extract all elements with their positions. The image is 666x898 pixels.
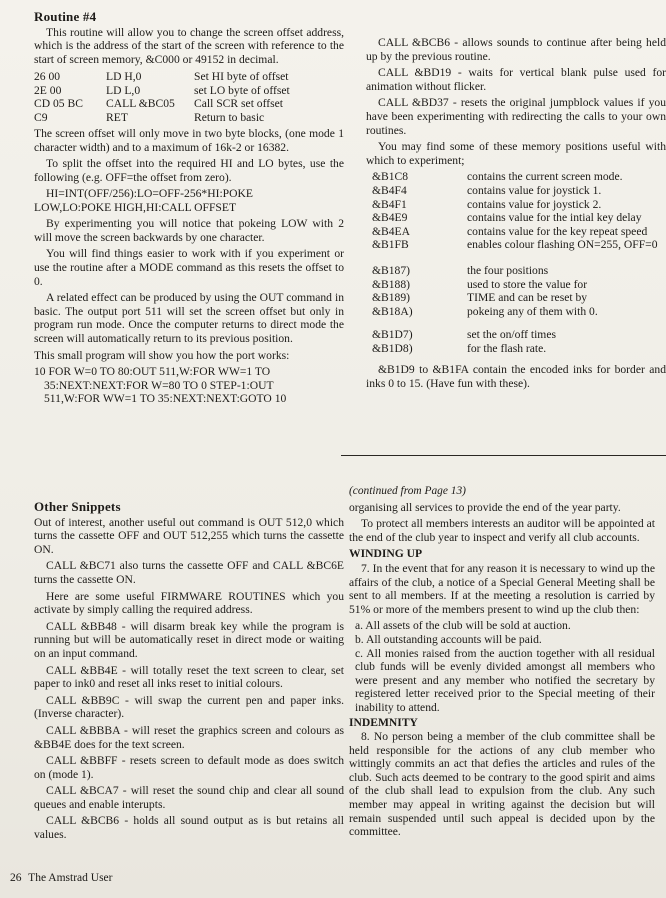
other-snippets-section xyxy=(34,500,344,845)
experiment-paragraph: By experimenting you will notice that pokeing LOW with 2 will move the screen backwards by one character. xyxy=(34,217,344,244)
small-program-paragraph: This small program will show you how the port works: xyxy=(34,348,290,362)
code-asm: RET xyxy=(106,110,128,124)
code-line xyxy=(34,111,300,124)
memory-row xyxy=(366,278,598,292)
page-number: 26 xyxy=(10,872,22,884)
snippet-paragraph: CALL &BB48 - will disarm break key while the program is running but will be automatically reset in direct mode or waiting on an input command. xyxy=(34,619,344,660)
firmware-continued-section xyxy=(366,36,666,394)
code-hex: 2E 00 xyxy=(34,83,62,97)
memory-description: contains value for joystick 1. xyxy=(467,183,602,197)
assembly-listing xyxy=(34,70,300,124)
offset-move-paragraph: The screen offset will only move in two byte blocks, (one mode 1 character width) and to a maximum of 16k-2 or 16382. xyxy=(34,127,344,154)
ink-encoding-paragraph: &B1D9 to &B1FA contain the encoded inks for border and inks 0 to 15. (Have fun with these). xyxy=(366,363,666,391)
basic-split-listing xyxy=(34,187,344,214)
memory-address: &B1FB xyxy=(372,238,409,252)
memory-table-main xyxy=(366,170,658,252)
firmware-paragraph: CALL &BD19 - waits for vertical blank pulse used for animation without flicker. xyxy=(366,66,666,93)
memory-row xyxy=(366,225,658,239)
memory-address: &B4EA xyxy=(372,224,411,238)
code-asm: CALL &BC05 xyxy=(106,97,175,111)
memory-description: used to store the value for xyxy=(467,277,588,291)
memory-description: pokeing any of them with 0. xyxy=(467,304,598,318)
winding-up-item: b. All outstanding accounts will be paid. xyxy=(355,632,542,646)
memory-address: &B4F1 xyxy=(372,197,407,211)
code-line xyxy=(34,97,300,110)
memory-address: &B4F4 xyxy=(372,183,407,197)
memory-address: &B188) xyxy=(372,277,411,291)
snippet-paragraph: Here are some useful FIRMWARE ROUTINES which you activate by simply calling the required address. xyxy=(34,589,344,617)
memory-description: the four positions xyxy=(467,263,549,277)
memory-description: contains the current screen mode. xyxy=(467,170,623,184)
memory-row xyxy=(366,342,556,356)
basic-line: 35:NEXT:NEXT:FOR W=80 TO 0 STEP-1:OUT xyxy=(44,378,274,392)
snippet-paragraph: Out of interest, another useful out command is OUT 512,0 which turns the cassette OFF and OUT 512,255 which turns the cassette ON. xyxy=(34,515,344,556)
routine-intro: This routine will allow you to change the screen offset address, which is the address of the start of the screen with reference to the start of screen memory, &C000 or 49152 in decimal. xyxy=(34,25,344,66)
indemnity-paragraph: 8. No person being a member of the club committee shall be held responsible for the actions of any club member who wittingly commits an act that defies the articles and rules of the club. Such acts deemed to be contrary to the good spirit and aims of the club shall lead to expulsion from the club. Any such member may appeal in writing against the decision but will remain suspended until such appeal is decided upon by the committee. xyxy=(349,730,655,839)
code-asm: LD L,0 xyxy=(106,83,141,97)
memory-address: &B1C8 xyxy=(372,170,409,184)
memory-row xyxy=(366,238,658,252)
memory-description: TIME and can be reset by xyxy=(467,291,588,305)
routine-4-heading: Routine #4 xyxy=(34,9,97,24)
other-snippets-heading: Other Snippets xyxy=(34,499,121,514)
basic-line: 511,W:FOR WW=1 TO 35:NEXT:NEXT:GOTO 10 xyxy=(44,391,287,405)
firmware-paragraph: You may find some of these memory positions useful with which to experiment; xyxy=(366,140,666,167)
code-comment: Call SCR set offset xyxy=(194,97,283,111)
firmware-paragraph: CALL &BCB6 - allows sounds to continue after being held up by the previous routine. xyxy=(366,36,666,63)
code-comment: set LO byte of offset xyxy=(194,83,290,97)
snippet-paragraph: CALL &BCB6 - holds all sound output as is but retains all values. xyxy=(34,814,344,842)
split-paragraph: To split the offset into the required HI and LO bytes, use the following (e.g. OFF=the offset from zero). xyxy=(34,157,344,184)
memory-row xyxy=(366,211,658,225)
protect-paragraph: To protect all members interests an auditor will be appointed at the end of the club year to inspect and verify all club accounts. xyxy=(349,517,655,544)
basic-line: HI=INT(OFF/256):LO=OFF-256*HI:POKE xyxy=(46,187,253,201)
memory-address: &B187) xyxy=(372,263,411,277)
code-comment: Return to basic xyxy=(194,110,265,124)
code-line xyxy=(34,70,300,83)
routine-4-section xyxy=(34,10,344,408)
column-divider-rule xyxy=(341,455,666,456)
indemnity-heading: INDEMNITY xyxy=(349,715,418,729)
memory-row xyxy=(366,198,658,212)
continued-from-label: (continued from Page 13) xyxy=(349,485,466,497)
code-hex: C9 xyxy=(34,110,48,124)
memory-description: set the on/off times xyxy=(467,328,556,342)
basic-line: 10 FOR W=0 TO 80:OUT 511,W:FOR WW=1 TO xyxy=(34,365,271,379)
code-comment: Set HI byte of offset xyxy=(194,70,289,84)
firmware-paragraph: CALL &BD37 - resets the original jumpblock values if you have been experimenting with redirecting the calls to your own routines. xyxy=(366,96,666,137)
publication-name: The Amstrad User xyxy=(28,872,113,884)
memory-table-time xyxy=(366,264,598,318)
winding-up-heading: WINDING UP xyxy=(349,547,423,561)
memory-row xyxy=(366,264,598,278)
memory-row xyxy=(366,328,556,342)
memory-row xyxy=(366,291,598,305)
memory-address: &B18A) xyxy=(372,304,413,318)
code-hex: CD 05 BC xyxy=(34,97,83,111)
related-effect-paragraph: A related effect can be produced by using the OUT command in basic. The output port 511 will set the screen offset but only in program run mode. Once the computer returns to direct mode the screen will automatically return to its previous position. xyxy=(34,291,344,345)
memory-address: &B189) xyxy=(372,291,411,305)
snippet-paragraph: CALL &BCA7 - will reset the sound chip and clear all sound queues and enable interupts. xyxy=(34,784,344,811)
winding-up-item: a. All assets of the club will be sold at auction. xyxy=(355,619,571,633)
snippet-paragraph: CALL &BB9C - will swap the current pen and paper inks. (Inverse character). xyxy=(34,693,344,721)
snippet-paragraph: CALL &BC71 also turns the cassette OFF and CALL &BC6E turns the cassette ON. xyxy=(34,559,344,586)
memory-row xyxy=(366,184,658,198)
basic-line: LOW,LO:POKE HIGH,HI:CALL OFFSET xyxy=(34,200,237,214)
code-asm: LD H,0 xyxy=(106,70,142,84)
code-hex: 26 00 xyxy=(34,70,61,84)
basic-program-listing xyxy=(34,365,344,405)
memory-table-flash xyxy=(366,328,556,355)
snippet-paragraph: CALL &BBFF - resets screen to default mode as does switch on (mode 1). xyxy=(34,754,344,781)
snippet-paragraph: CALL &BB4E - will totally reset the text screen to clear, set paper to ink0 and reset all inks reset to initial colours. xyxy=(34,663,344,691)
memory-description: contains value for the key repeat speed xyxy=(467,224,648,238)
code-line xyxy=(34,84,300,97)
easier-paragraph: You will find things easier to work with if you experiment or use the routine after a MODE command as this resets the offset to 0. xyxy=(34,247,344,288)
winding-up-paragraph: 7. In the event that for any reason it is necessary to wind up the affairs of the club, a notice of a Special General Meeting shall be sent to all members. If at the meeting a resolution is carried by 51% or more of the members present to wind up the club then: xyxy=(349,561,655,616)
memory-description: contains value for the intial key delay xyxy=(467,211,642,225)
memory-row xyxy=(366,170,658,184)
memory-address: &B4E9 xyxy=(372,211,408,225)
organising-paragraph: organising all services to provide the end of the year party. xyxy=(349,500,621,514)
memory-address: &B1D8) xyxy=(372,341,413,355)
club-rules-section xyxy=(341,485,655,842)
page-footer xyxy=(10,872,117,884)
memory-address: &B1D7) xyxy=(372,328,413,342)
winding-up-item: c. All monies raised from the auction together with all residual club funds will be evenly divided amongst all members who were present and any member who notified the secretary by registered letter received prior to the Special meeting of their inability to attend. xyxy=(355,646,655,714)
snippet-paragraph: CALL &BBBA - will reset the graphics screen and colours as &BB4E does for the text screen. xyxy=(34,723,344,751)
memory-row xyxy=(366,305,598,319)
memory-description: contains value for joystick 2. xyxy=(467,197,602,211)
memory-description: enables colour flashing ON=255, OFF=0 xyxy=(467,238,658,252)
memory-description: for the flash rate. xyxy=(467,341,547,355)
